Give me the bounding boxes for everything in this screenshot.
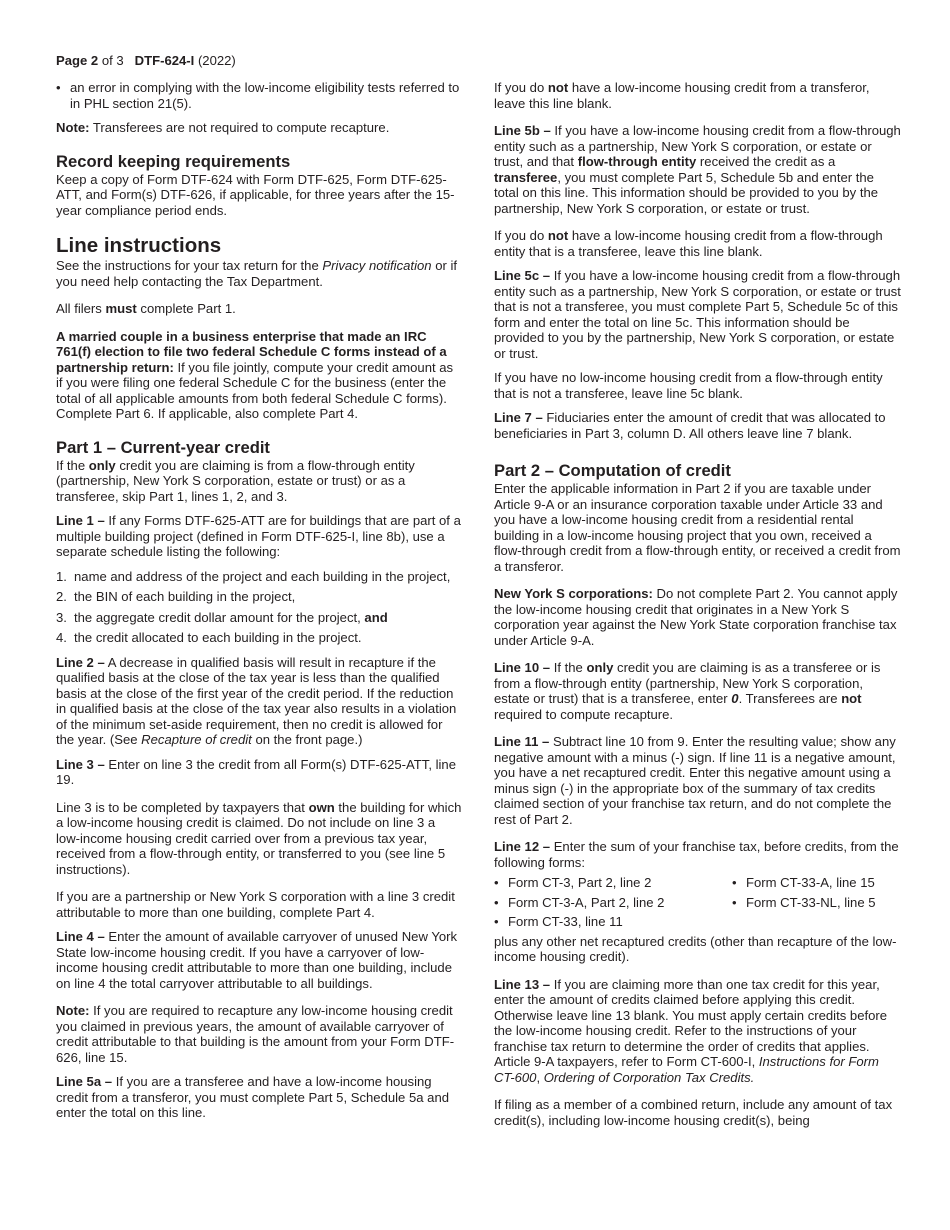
ny-s-corp-text: New York S corporations: Do not complete Part 2. You cannot apply the low-income housing credit that originates in a New York S corporation year against the New York State corporation franchise tax under Article 9-A. [494, 586, 898, 648]
record-keeping-text: Keep a copy of Form DTF-624 with Form DTF-625, Form DTF-625-ATT, and Form(s) DTF-626, if applicable, for three years after the 15-year compliance period ends. [56, 171, 455, 218]
line2-text: Line 2 – A decrease in qualified basis will result in recapture if the qualified basis at the close of the tax year is less than the qualified basis at the close of the first year of the credit period. If the reduction in qualified basis at the close of the tax year also results in a violation of the minimum set-aside requirement, then no credit is allowed for the year. (See Recapture of credit on the front page.) [56, 654, 457, 747]
line-instructions-heading: Line instructions [56, 234, 222, 257]
line3-own-text: Line 3 is to be completed by taxpayers that own the building for which a low-income housing credit is claimed. Do not include on line 3 a low-income housing credit carried over from a previous tax year, received from a flow-through entity, or transferred to you (see line 5 instructions). [56, 799, 462, 877]
line11-text: Line 11 – Subtract line 10 from 9. Enter the resulting value; show any negative amount with a minus (-) sign. If line 11 is a negative amount, you have a net recaptured credit. Enter this negative amount using a minus sign (-) in the appropriate box of the summary of tax credits claimed section of your franchise tax return, and do not complete the rest of Part 2. [494, 734, 896, 827]
line5c-blank-text: If you have no low-income housing credit from a flow-through entity that is not a transferee, leave line 5c blank. [494, 370, 883, 401]
list-item: • Form CT-3-A, Part 2, line 2 [494, 894, 665, 910]
list-item: • Form CT-33-NL, line 5 [732, 894, 876, 910]
all-filers-text: All filers must complete Part 1. [56, 301, 236, 316]
right-column [494, 80, 902, 1137]
note-recapture: Note: If you are required to recapture any low-income housing credit you claimed in previous years, the amount of available carryover of credit attributable to that building is the amount from your Form DTF-626, line 15. [56, 1003, 455, 1065]
bullet-text: an error in complying with the low-income eligibility tests referred to in PHL section 21(5). [70, 80, 460, 111]
line1-text: Line 1 – If any Forms DTF-625-ATT are for buildings that are part of a multiple building project (defined in Form DTF-625-I, line 8b), use a separate schedule listing the following: [56, 513, 461, 559]
list-item: • Form CT-33, line 11 [494, 914, 623, 929]
part1-heading: Part 1 – Current-year credit [56, 437, 270, 457]
list-item: • Form CT-3, Part 2, line 2 [494, 875, 652, 890]
part1-text: If the only credit you are claiming is from a flow-through entity (partnership, New York S corporation, estate or trust) or as a transferee, skip Part 1, lines 1, 2, and 3. [56, 457, 415, 504]
line5b-blank-text: If you do not have a low-income housing credit from a flow-through entity that is a transferee, leave this line blank. [494, 228, 883, 259]
married-couple-text: A married couple in a business enterprise that made an IRC 761(f) election to file two federal Schedule C forms instead of a partnership return: If you file jointly, compute your credit amount as if you were filing one federal Schedule C for the business (enter the total of all applicable amounts from both federal Schedule C forms). Complete Part 6. If applicable, also complete Part 4. [56, 328, 454, 421]
bullet-marker: • [56, 80, 61, 95]
line12-text: Line 12 – Enter the sum of your franchise tax, before credits, from the following forms: [494, 839, 899, 870]
line7-text: Line 7 – Fiduciaries enter the amount of credit that was allocated to beneficiaries in Part 3, column D. All others leave line 7 blank. [494, 410, 886, 441]
list-item: 1. name and address of the project and each building in the project, [56, 568, 451, 584]
line10-text: Line 10 – If the only credit you are claiming is as a transferee or is from a flow-through entity (partnership, New York S corporation, estate or trust) that is a transferee, enter 0. Transferees are not required to compute recapture. [494, 660, 881, 722]
page-header [56, 53, 236, 69]
part2-heading: Part 2 – Computation of credit [494, 461, 731, 480]
form-year: (2022) [197, 53, 236, 68]
form-id: DTF-624-I [134, 53, 195, 68]
list-item: 2. the BIN of each building in the project, [56, 589, 296, 604]
line-instructions-text: See the instructions for your tax return for the Privacy notification or if you need help contacting the Tax Department. [56, 258, 458, 289]
line5a-blank-text: If you do not have a low-income housing credit from a transferor, leave this line blank. [494, 80, 870, 111]
line5a-text: Line 5a – If you are a transferee and have a low-income housing credit from a transferor, you must complete Part 5, Schedule 5a and enter the total on this line. [56, 1074, 450, 1120]
left-column [56, 80, 462, 1130]
part2-text: Enter the applicable information in Part 2 if you are taxable under Article 9-A or an insurance corporation taxable under Article 33 and you have a low-income housing credit from a residential rental building in a low-income housing project that you own, received a flow-through credit from a flow-through entity, or received a credit from a transferor. [494, 481, 901, 574]
forms-list [494, 875, 902, 930]
line13-text: Line 13 – If you are claiming more than one tax credit for this year, enter the amount of credits claimed before applying this credit. Otherwise leave line 13 blank. You must apply certain credits before the low-income housing credit. Refer to the instructions of your franchise tax return to determine the order of credits that applies. Article 9-A taxpayers, refer to Form CT-600-I, Instructions for Form CT-600, Ordering of Corporation Tax Credits. [494, 976, 888, 1085]
list-item: 3. the aggregate credit dollar amount for the project, and [56, 609, 388, 625]
line12-after-text: plus any other net recaptured credits (other than recapture of the low-income housing credit). [494, 933, 897, 964]
list-item: 4. the credit allocated to each building in the project. [56, 630, 362, 645]
line5b-text: Line 5b – If you have a low-income housing credit from a flow-through entity such as a partnership, New York S corporation, or estate or trust, and that flow-through entity received the credit as a transferee, you must complete Part 5, Schedule 5b and enter the total on this line. This information should be provided to you by the partnership, New York S corporation, or estate or trust. [494, 123, 901, 216]
line4-text: Line 4 – Enter the amount of available carryover of unused New York State low-income housing credit. If you have a carryover of low-income housing credit attributable to more than one building, include on line 4 the total carryover attributable to all buildings. [56, 929, 458, 991]
bullet-item [56, 80, 462, 111]
line3-partnership-text: If you are a partnership or New York S corporation with a line 3 credit attributable to more than one building, complete Part 4. [56, 889, 455, 920]
combined-return-text: If filing as a member of a combined return, include any amount of tax credit(s), including low-income housing credit(s), being [494, 1097, 893, 1128]
line5c-text: Line 5c – If you have a low-income housing credit from a flow-through entity such as a partnership, New York S corporation, or estate or trust that is not a transferee, you must complete Part 5, Schedule 5c of this form and enter the total on line 5c. This information should be provided to you by the partnership, New York S corporation, or estate or trust. [494, 268, 901, 361]
list-item: • Form CT-33-A, line 15 [732, 875, 875, 890]
page-number: Page 2 [56, 53, 99, 68]
record-keeping-heading: Record keeping requirements [56, 151, 291, 171]
line1-list [56, 569, 462, 646]
note-transferees: Note: Transferees are not required to compute recapture. [56, 120, 390, 135]
page-of-total: of 3 [101, 53, 124, 68]
line3-text: Line 3 – Enter on line 3 the credit from all Form(s) DTF-625-ATT, line 19. [56, 756, 456, 787]
